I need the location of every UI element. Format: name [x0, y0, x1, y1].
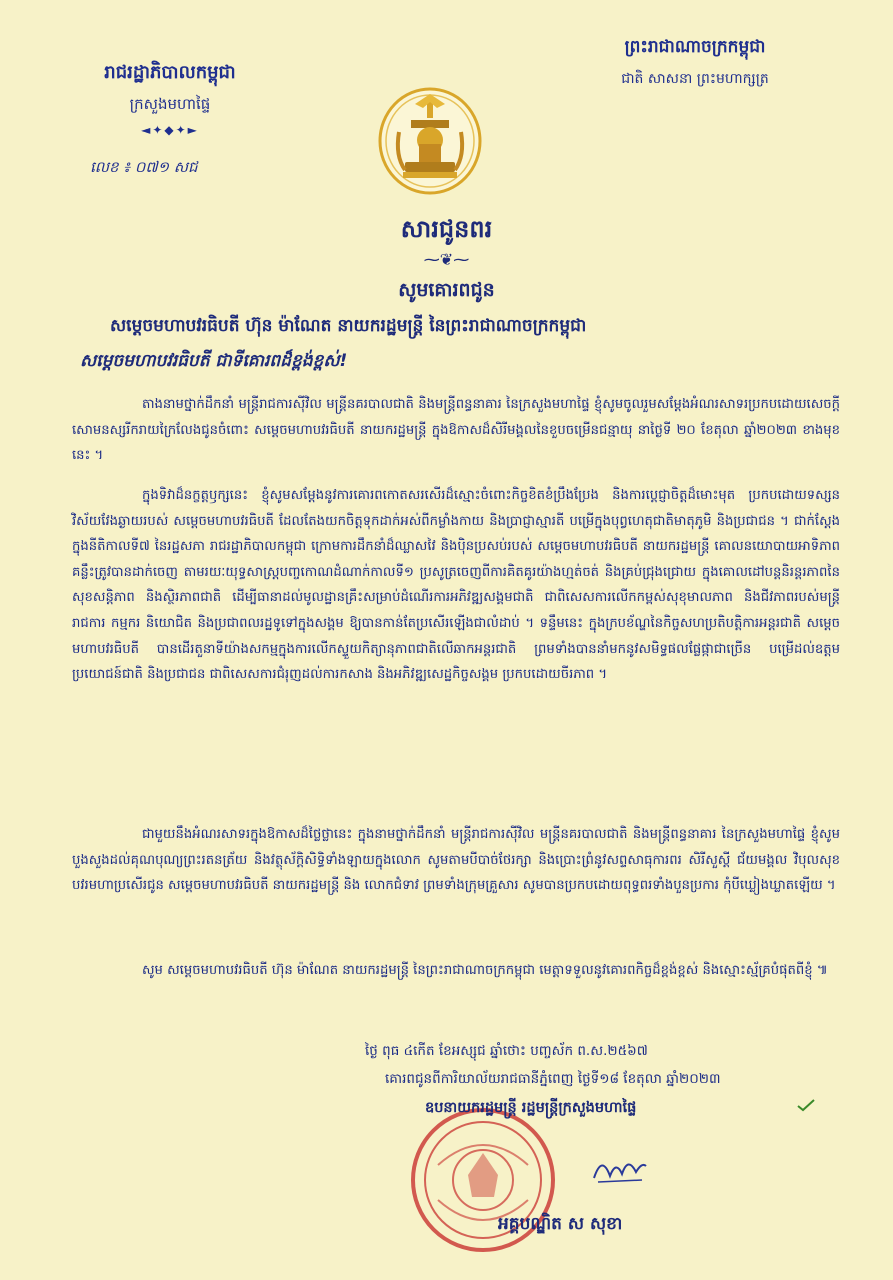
signer-title: ឧបនាយករដ្ឋមន្ត្រី រដ្ឋមន្ត្រីក្រសួងមហាផ្ទៃ: [425, 1100, 637, 1116]
government-name: រាជរដ្ឋាភិបាលកម្ពុជា: [104, 62, 236, 83]
solar-date: គោរពជូនពីការិយាល័យរាជធានីភ្នំពេញ ថ្ងៃទី១៨ ខែតុលា ឆ្នាំ២០២៣: [385, 1071, 721, 1087]
salutation: សូមគោរពជូន: [398, 279, 495, 301]
ornament-divider-icon: ◄✦◆✦►: [141, 123, 199, 137]
reference-number: លេខ ៖ ០៧១ សជ: [90, 158, 198, 176]
handwritten-signature-icon: [590, 1148, 650, 1188]
issuer-header: [70, 60, 270, 137]
paragraph-4: [72, 958, 840, 984]
ministry-name: ក្រសួងមហាផ្ទៃ: [129, 95, 211, 113]
paragraph-1-text: តាងនាមថ្នាក់ដឹកនាំ មន្ត្រីរាជការស៊ីវិល មន្ត្រីនគរបាលជាតិ និងមន្ត្រីពន្ធនាគារ នៃក្រសួងមហាផ្ទៃ ខ្ញុំសូមចូលរួមសម្តែងអំណរសាទរប្រកបដោយសេចក្តីសោមនស្សរីករាយក្រៃលែងជូនចំពោះ សម្តេចមហាបវរធិបតី នាយករដ្ឋមន្ត្រី ក្នុងឱកាសដ៏សិរីមង្គលនៃខួបចម្រើនជន្មាយុ នាថ្ងៃទី ២០ ខែតុលា ឆ្នាំ២០២៣ ខាងមុខនេះ ។: [72, 397, 840, 464]
kingdom-name: ព្រះរាជាណាចក្រកម្ពុជា: [624, 37, 766, 57]
paragraph-1: [72, 392, 840, 469]
lunar-date: ថ្ងៃ ពុធ ៤កើត ខែអស្សុជ ឆ្នាំថោះ បញ្ចស័ក ព.ស.២៥៦៧: [365, 1043, 648, 1059]
paragraph-3-text: ជាមួយនឹងអំណរសាទរក្នុងឱកាសដ៏ថ្លៃថ្លានេះ ក្នុងនាមថ្នាក់ដឹកនាំ មន្ត្រីរាជការស៊ីវិល មន្ត្រីនគរបាលជាតិ និងមន្ត្រីពន្ធនាគារ នៃក្រសួងមហាផ្ទៃ ខ្ញុំសូមបួងសួងដល់គុណបុណ្យព្រះរតនត្រ័យ និងវត្ថុស័ក្តិសិទ្ធិទាំងឡាយក្នុងលោក សូមតាមបីបាច់ថែរក្សា និងប្រោះព្រំនូវសព្ទសាធុការពរ សិរីសួស្តី ជ័យមង្គល វិបុលសុខ បវរមហាប្រសើរជូន សម្តេចមហាបវរធិបតី នាយករដ្ឋមន្ត្រី និង លោកជំទាវ ព្រមទាំងក្រុមគ្រួសារ សូមបានប្រកបដោយពុទ្ធពរទាំងបួនប្រការ កុំបីឃ្លៀងឃ្លាតឡើយ ។: [72, 827, 840, 894]
paragraph-4-text: សូម សម្តេចមហាបវរធិបតី ហ៊ុន ម៉ាណែត នាយករដ្ឋមន្ត្រី នៃព្រះរាជាណាចក្រកម្ពុជា មេត្តាទទួលនូវគោរពកិច្ចដ៏ខ្ពង់ខ្ពស់ និងស្មោះស្ម័គ្របំផុតពីខ្ញុំ ៕: [142, 963, 828, 978]
addressee-honorific: សម្តេចមហាបវរធិបតី ជាទីគោរពដ៏ខ្ពង់ខ្ពស់!: [80, 351, 348, 371]
paragraph-2: [72, 483, 840, 688]
check-mark-icon: [796, 1098, 816, 1112]
paragraph-2-text: ក្នុងទិវាដ៏នក្ខត្តឫក្សនេះ ខ្ញុំសូមសម្តែងនូវការគោរពកោតសរសើរដ៏ស្មោះចំពោះកិច្ចខិតខំប្រឹងប្រែង និងការប្តេជ្ញាចិត្តដ៏មោះមុត ប្រកបដោយទស្សនវិស័យវែងឆ្ងាយរបស់ សម្តេចមហាបវរធិបតី ដែលតែងយកចិត្តទុកដាក់អស់ពីកម្លាំងកាយ និងប្រាជ្ញាស្មារតី បម្រើក្នុងបុព្វហេតុជាតិមាតុភូមិ និងប្រជាជន ។ ជាក់ស្តែង ក្នុងនីតិកាលទី៧ នៃរដ្ឋសភា រាជរដ្ឋាភិបាលកម្ពុជា ក្រោមការដឹកនាំដ៏ឈ្លាសវៃ និងប៉ិនប្រសប់របស់ សម្តេចមហាបវរធិបតី នាយករដ្ឋមន្ត្រី គោលនយោបាយអាទិភាពគន្លឹះត្រូវបានដាក់ចេញ តាមរយៈយុទ្ធសាស្ត្របញ្ចកោណដំណាក់កាលទី១ ប្រសូត្រចេញពីការគិតគូរយ៉ាងហ្មត់ចត់ និងគ្រប់ជ្រុងជ្រោយ ក្នុងគោលដៅបន្តនិរន្តរភាពនៃសុខសន្តិភាព និងស្ថិរភាពជាតិ ដើម្បីធានាដល់មូលដ្ឋានគ្រឹះសម្រាប់ដំណើរការអភិវឌ្ឍសង្គមជាតិ ជាពិសេសការលើកកម្ពស់សុខុមាលភាព និងជីវភាពរបស់មន្ត្រីរាជការ កម្មករ និយោជិត និងប្រជាពលរដ្ឋទូទៅក្នុងសង្គម ឱ្យបានកាន់តែប្រសើរឡើងជាលំដាប់ ។ ទន្ទឹមនេះ ក្នុងក្របខ័ណ្ឌនៃកិច្ចសហប្រតិបត្តិការអន្តរជាតិ សម្តេចមហាបវរធិបតី បានដើរតួនាទីយ៉ាងសកម្មក្នុងការលើកស្ទួយកិត្យានុភាពជាតិលើឆាកអន្តរជាតិ ព្រមទាំងបាននាំមកនូវសមិទ្ធផលផ្លែផ្កាជាច្រើន បម្រើដល់ឧត្តមប្រយោជន៍ជាតិ និងប្រជាជន ជាពិសេសការជំរុញដល់ការកសាង និងអភិវឌ្ឍសេដ្ឋកិច្ចសង្គម ប្រកបដោយចីរភាព ។: [72, 488, 840, 683]
national-motto: ជាតិ សាសនា ព្រះមហាក្សត្រ: [621, 71, 769, 87]
national-emblem-icon: [375, 86, 485, 196]
document-title: សារជូនពរ: [400, 215, 493, 243]
kingdom-header: [575, 36, 815, 90]
title-ornament-icon: ⁓❦⁓: [423, 250, 470, 269]
addressee-line: សម្តេចមហាបវរធិបតី ហ៊ុន ម៉ាណែត នាយករដ្ឋមន្ត្រី នៃព្រះរាជាណាចក្រកម្ពុជា: [110, 316, 587, 336]
paragraph-3: [72, 822, 840, 899]
signer-name: អគ្គបណ្ឌិត ស សុខា: [498, 1214, 623, 1234]
